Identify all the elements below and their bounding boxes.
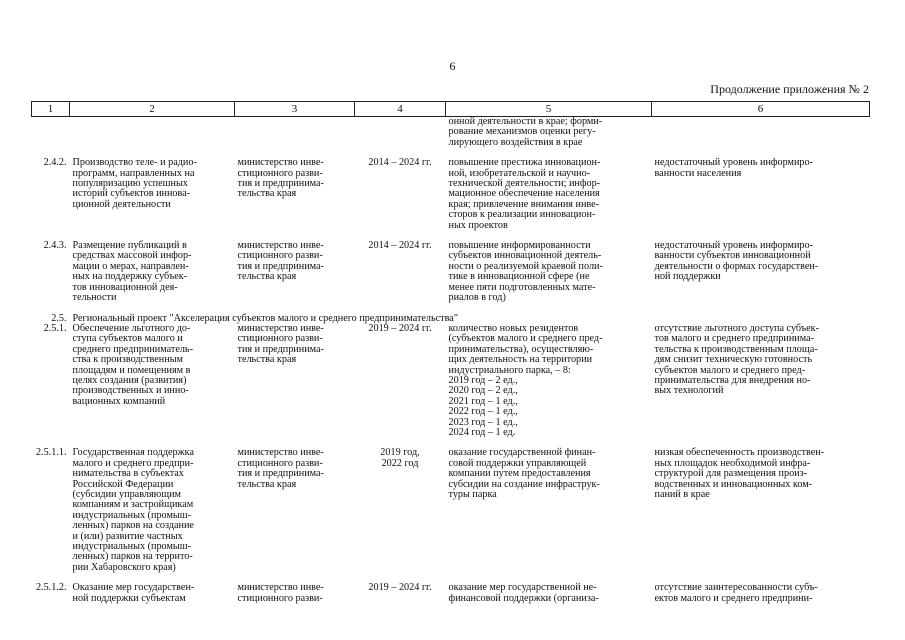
row-event: Размещение публикаций в средствах массовой инфор- мации о мерах, направлен- ных на поддержку субъек- тов инновационной дея- тельности (72, 240, 192, 304)
row-event: Обеспечение льготного до- ступа субъектов малого и среднего предприниматель- ства к производственным площадям и помещениям в целях создания (развития) производственных и инно- вационных компаний (72, 322, 193, 407)
row-executor: министерство инве- стиционного разви- (237, 582, 324, 604)
row-executor: министерство инве- стиционного разви- тия и предпринима- тельства края (237, 240, 324, 283)
row-consequence: недостаточный уровень информиро- ванности населения (654, 157, 814, 179)
row-number: 2.5.1.2. (35, 582, 67, 594)
row-term (355, 117, 446, 159)
row-consequence: недостаточный уровень информиро- ванности субъектов инновационной деятельности о формах государствен- ной поддержки (654, 240, 819, 283)
column-header-1: 1 (32, 102, 70, 117)
table-row (32, 448, 870, 583)
row-consequence (652, 117, 870, 159)
project-number: 2.5. (51, 312, 67, 324)
column-header-3: 3 (235, 102, 355, 117)
column-header-2: 2 (70, 102, 235, 117)
row-event (70, 117, 235, 159)
row-number: 2.5.1. (43, 322, 67, 334)
table-row (32, 117, 870, 159)
row-number: 2.4.2. (43, 157, 67, 169)
row-term: 2014 – 2024 гг. (368, 157, 432, 169)
row-consequence: отсутствие заинтересованности субъ- ектов малого и среднего предприни- (654, 582, 818, 604)
row-result: онной деятельности в крае; форми- рование механизмов оценки регу- лирующего воздействия в крае (448, 116, 603, 148)
table-row (32, 583, 870, 604)
page-number: 6 (449, 59, 456, 73)
row-result: повышение информированности субъектов инновационной деятель- ности о реализуемой краевой поли- тике в инновационной сфере (не менее пяти подготовленных мате- риалов в год) (448, 240, 603, 304)
column-header-4: 4 (355, 102, 446, 117)
row-result: повышение престижа инновацион- ной, изобретательской и научно- технической деятельности; инфор- мационное обеспечение населения края; привлечение внимания инве- сторов к реализации инновацион- ных проектов (448, 157, 601, 231)
row-number (32, 117, 70, 159)
row-event: Государственная поддержка малого и среднего предпри- нимательства в субъектах Российской Федерации (субсидии управляющим компаниям и застройщикам индустриальных (промыш- ленных) парков на создание и (или) развитие частных индустриальных (промыш- ленных) парков на террито- рии Хабаровского края) (72, 447, 194, 573)
continuation-label: Продолжение приложения № 2 (710, 82, 869, 96)
table-header-row (32, 102, 870, 117)
row-number: 2.4.3. (43, 240, 67, 252)
project-title: Региональный проект "Акселерация субъектов малого и среднего предпринимательства" (72, 312, 458, 324)
column-header-6: 6 (652, 102, 870, 117)
row-term: 2014 – 2024 гг. (368, 240, 432, 252)
row-result: оказание мер государственной не- финансовой поддержки (организа- (448, 582, 599, 604)
activities-table (31, 101, 870, 604)
row-executor: министерство инве- стиционного разви- тия и предпринима- тельства края (237, 447, 324, 490)
table-row (32, 324, 870, 448)
row-executor: министерство инве- стиционного разви- тия и предпринима- тельства края (237, 322, 324, 366)
row-event: Оказание мер государствен- ной поддержки субъектам (72, 582, 195, 604)
row-event: Производство теле- и радио- программ, направленных на популяризацию успешных историй субъектов иннова- ционной деятельности (72, 157, 197, 210)
row-executor (235, 117, 355, 159)
table-row (32, 158, 870, 241)
row-executor: министерство инве- стиционного разви- тия и предпринима- тельства края (237, 157, 324, 200)
table-row (32, 241, 870, 313)
row-term: 2019 – 2024 гг. (368, 582, 432, 594)
row-result: оказание государственной финан- совой поддержки управляющей компании путем предоставления субсидии на создание инфраструк- туры парка (448, 447, 600, 500)
row-term: 2019 – 2024 гг. (368, 322, 432, 334)
row-consequence: отсутствие льготного доступа субъек- тов малого и среднего предпринима- тельства к производственным площа- дям снизит техническую готовность субъектов малого и среднего пред- принимательства для внедрения но- вых технологий (654, 322, 819, 397)
column-header-5: 5 (446, 102, 652, 117)
row-number: 2.5.1.1. (35, 447, 67, 459)
row-result: количество новых резидентов (субъектов малого и среднего пред- принимательства), осуществляю- щих деятельность на территории индустриального парка, – 8: 2019 год – 2 ед., 2020 год – 2 ед., 2021 год – 1 ед., 2022 год – 1 ед., 2023 год – 1 ед., 2024 год – 1 ед. (448, 322, 603, 438)
row-consequence: низкая обеспеченность производствен- ных площадок необходимой инфра- структурой для размещения произ- водственных и инновационных ком- паний в крае (654, 447, 825, 500)
row-term: 2019 год, 2022 год (380, 447, 420, 469)
